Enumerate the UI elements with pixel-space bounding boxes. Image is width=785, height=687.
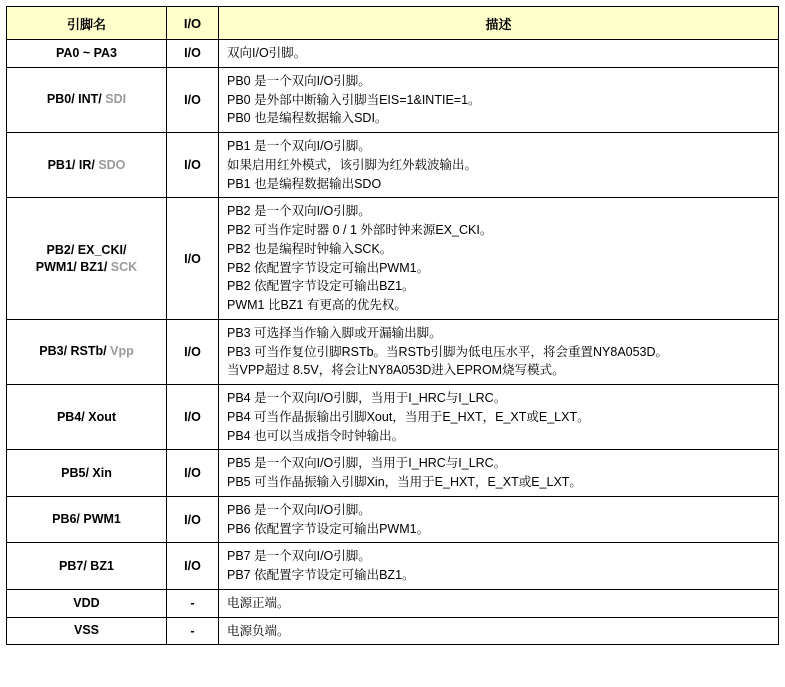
io-cell: -	[167, 589, 219, 617]
pin-description-table	[6, 6, 779, 645]
description-line: PB5 是一个双向I/O引脚，当用于I_HRC与I_LRC。	[227, 456, 507, 471]
description-cell	[219, 543, 779, 590]
table-row	[7, 198, 779, 320]
table-row	[7, 450, 779, 497]
pin-name-cell	[7, 385, 167, 450]
table-header	[7, 7, 779, 40]
io-cell: I/O	[167, 198, 219, 320]
io-cell: I/O	[167, 385, 219, 450]
description-line: PB2 也是编程时钟输入SCK。	[227, 241, 393, 256]
description-line: PB0 是一个双向I/O引脚。	[227, 73, 371, 88]
pin-name-line	[9, 511, 164, 528]
description-cell	[219, 496, 779, 543]
pin-name-line	[9, 45, 164, 62]
io-cell: I/O	[167, 67, 219, 132]
pin-name-text: PA0 ~ PA3	[55, 45, 118, 60]
description-line: PB1 是一个双向I/O引脚。	[227, 139, 371, 153]
io-cell: I/O	[167, 496, 219, 543]
description-cell	[219, 589, 779, 617]
description-line: PB5 可当作晶振输入引脚Xin，当用于E_HXT，E_XT或E_LXT。	[227, 475, 582, 489]
column-header-io: I/O	[167, 7, 219, 40]
description-cell	[219, 617, 779, 645]
pin-name-cell	[7, 450, 167, 497]
table-row	[7, 385, 779, 450]
description-line: PB7 是一个双向I/O引脚。	[227, 549, 371, 564]
description-line: PB1 也是编程数据输出SDO	[227, 176, 382, 191]
description-cell	[219, 133, 779, 198]
table-body	[7, 40, 779, 645]
io-cell: I/O	[167, 133, 219, 198]
description-line: 双向I/O引脚。	[227, 46, 307, 60]
pin-name-cell	[7, 67, 167, 132]
pin-name-line	[9, 622, 164, 639]
description-line: PB4 也可以当成指令时钟输出。	[227, 428, 405, 443]
pin-name-text: PB6/ PWM1	[52, 512, 121, 527]
description-line: PB4 是一个双向I/O引脚，当用于I_HRC与I_LRC。	[227, 391, 507, 405]
io-cell: I/O	[167, 319, 219, 384]
pin-name-cell	[7, 40, 167, 68]
description-cell	[219, 198, 779, 320]
description-line: 如果启用红外模式，该引脚为红外载波输出。	[227, 157, 478, 172]
description-line: PB0 也是编程数据输入SDI。	[227, 111, 388, 126]
table-row	[7, 319, 779, 384]
table-row	[7, 40, 779, 68]
description-line: PWM1 比BZ1 有更高的优先权。	[227, 298, 407, 312]
pin-name-alt-function: SDI	[105, 92, 127, 107]
table-row	[7, 617, 779, 645]
table-row	[7, 496, 779, 543]
pin-name-alt-function: Vpp	[110, 344, 134, 359]
description-line: 电源负端。	[227, 623, 290, 638]
pin-name-text: PB0/ INT/	[46, 92, 106, 107]
column-header-pin-name: 引脚名	[7, 7, 167, 40]
pin-name-cell	[7, 543, 167, 590]
table-row	[7, 133, 779, 198]
description-cell	[219, 40, 779, 68]
pin-name-text: PB4/ Xout	[56, 409, 117, 424]
pin-name-line	[9, 91, 164, 108]
pin-name-text: PB3/ RSTb/	[39, 344, 111, 359]
pin-name-line	[9, 343, 164, 360]
io-cell: I/O	[167, 543, 219, 590]
description-line: PB2 依配置字节设定可输出PWM1。	[227, 260, 430, 275]
pin-name-text: PB1/ IR/	[47, 157, 99, 172]
description-line: PB3 可选择当作输入脚或开漏输出脚。	[227, 325, 442, 340]
pin-name-line	[9, 465, 164, 482]
pin-name-cell	[7, 133, 167, 198]
description-line: PB3 可当作复位引脚RSTb。当RSTb引脚为低电压水平，将会重置NY8A053D。	[227, 344, 669, 359]
description-line: PB0 是外部中断输入引脚当EIS=1&INTIE=1。	[227, 92, 481, 107]
pin-name-text: PB5/ Xin	[61, 465, 112, 480]
description-line: 电源正端。	[227, 595, 290, 610]
description-cell	[219, 67, 779, 132]
description-line: PB6 是一个双向I/O引脚。	[227, 502, 371, 517]
pin-name-alt-function: SDO	[98, 157, 126, 172]
pin-name-cell	[7, 198, 167, 320]
description-line: PB2 可当作定时器 0 / 1 外部时钟来源EX_CKI。	[227, 223, 493, 237]
description-cell	[219, 319, 779, 384]
description-line: PB2 是一个双向I/O引脚。	[227, 204, 371, 219]
pin-name-line	[9, 242, 164, 259]
table-row	[7, 589, 779, 617]
description-line: PB6 依配置字节设定可输出PWM1。	[227, 521, 430, 536]
io-cell: I/O	[167, 40, 219, 68]
table-row	[7, 543, 779, 590]
table-row	[7, 67, 779, 132]
pin-name-line	[9, 558, 164, 575]
column-header-description: 描述	[219, 7, 779, 40]
pin-name-cell	[7, 319, 167, 384]
description-line: PB4 可当作晶振输出引脚Xout，当用于E_HXT，E_XT或E_LXT。	[227, 409, 590, 424]
pin-name-line	[9, 409, 164, 426]
pin-name-text: VSS	[73, 623, 99, 638]
pin-name-cell	[7, 617, 167, 645]
table-header-row	[7, 7, 779, 40]
pin-name-line	[9, 595, 164, 612]
description-line: 当VPP超过 8.5V，将会让NY8A053D进入EPROM烧写模式。	[227, 363, 565, 378]
pin-name-text: PWM1/ BZ1/	[35, 259, 111, 274]
io-cell: I/O	[167, 450, 219, 497]
description-cell	[219, 385, 779, 450]
description-line: PB7 依配置字节设定可输出BZ1。	[227, 568, 415, 582]
description-line: PB2 依配置字节设定可输出BZ1。	[227, 279, 415, 294]
pin-name-text: PB7/ BZ1	[59, 558, 114, 573]
pin-name-alt-function: SCK	[110, 259, 138, 274]
description-cell	[219, 450, 779, 497]
io-cell: -	[167, 617, 219, 645]
pin-name-text: VDD	[73, 595, 100, 610]
pin-name-text: PB2/ EX_CKI/	[46, 242, 127, 257]
pin-name-line	[9, 259, 164, 276]
pin-name-line	[9, 157, 164, 174]
pin-name-cell	[7, 496, 167, 543]
pin-name-cell	[7, 589, 167, 617]
